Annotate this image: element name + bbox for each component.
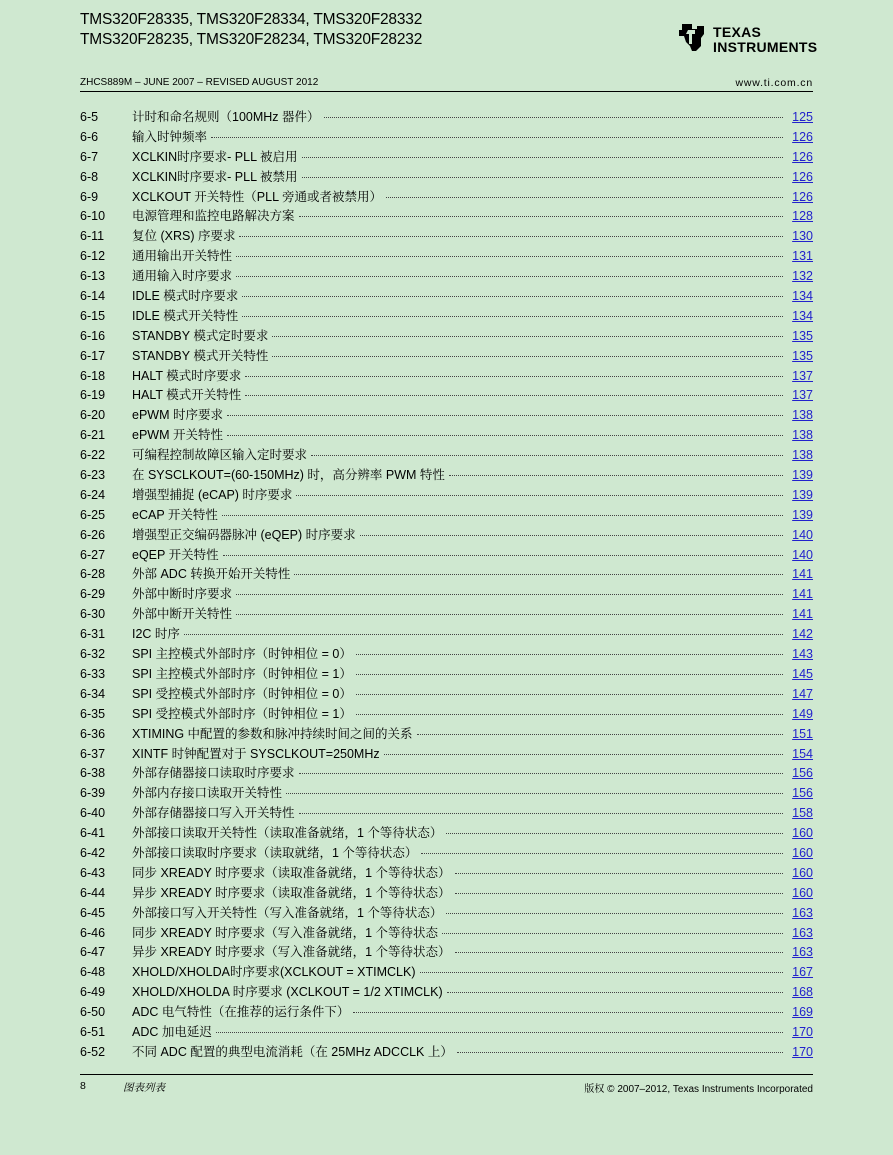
toc-entry-title: 增强型捕捉 (eCAP) 时序要求 [132, 487, 293, 502]
toc-row[interactable] [80, 346, 813, 366]
toc-dot-leader [356, 654, 783, 655]
toc-entry-title: XHOLD/XHOLDA 时序要求 (XCLKOUT = 1/2 XTIMCLK) [132, 985, 443, 1000]
toc-entry-title: I2C 时序 [132, 627, 180, 642]
toc-figure-number: 6-6 [80, 129, 99, 144]
toc-entry-title: 异步 XREADY 时序要求（写入准备就绪，1 个等待状态） [132, 945, 451, 960]
toc-dot-leader [420, 972, 783, 973]
toc-figure-number: 6-19 [80, 388, 106, 403]
toc-figure-number: 6-49 [80, 985, 106, 1000]
toc-figure-number: 6-35 [80, 706, 106, 721]
toc-page-link[interactable]: 137 [792, 368, 813, 383]
toc-figure-number: 6-30 [80, 607, 106, 622]
toc-dot-leader [455, 873, 783, 874]
toc-figure-number: 6-36 [80, 726, 106, 741]
toc-figure-number: 6-16 [80, 328, 106, 343]
toc-dot-leader [442, 933, 783, 934]
toc-row[interactable] [80, 763, 813, 783]
toc-entry-title: 通用输出开关特性 [132, 249, 233, 264]
toc-row[interactable] [80, 107, 813, 127]
toc-entry-title: HALT 模式时序要求 [132, 368, 242, 383]
toc-entry-title: 增强型正交编码器脉冲 (eQEP) 时序要求 [132, 527, 356, 542]
toc-page-link[interactable]: 139 [792, 507, 813, 522]
toc-page-link[interactable]: 156 [792, 786, 813, 801]
toc-dot-leader [446, 833, 783, 834]
toc-dot-leader [299, 216, 783, 217]
toc-dot-leader [324, 117, 783, 118]
toc-figure-number: 6-38 [80, 766, 106, 781]
ti-logo [676, 20, 816, 60]
toc-entry-title: 电源管理和监控电路解决方案 [132, 209, 295, 224]
toc-entry-title: 外部中断开关特性 [132, 607, 233, 622]
toc-entry-title: 可编程控制故障区输入定时要求 [132, 448, 308, 463]
toc-page-link[interactable]: 140 [792, 527, 813, 542]
toc-row[interactable] [80, 883, 813, 903]
toc-figure-number: 6-11 [80, 229, 105, 244]
toc-row[interactable] [80, 823, 813, 843]
toc-dot-leader [184, 634, 783, 635]
toc-figure-number: 6-17 [80, 348, 106, 363]
toc-page-link[interactable]: 147 [792, 686, 813, 701]
toc-dot-leader [356, 694, 783, 695]
toc-dot-leader [236, 256, 783, 257]
toc-page-link[interactable]: 139 [792, 468, 813, 483]
toc-page-link[interactable]: 126 [792, 169, 813, 184]
toc-dot-leader [353, 1012, 783, 1013]
toc-dot-leader [417, 734, 783, 735]
toc-figure-number: 6-28 [80, 567, 106, 582]
toc-entry-title: 外部接口读取开关特性（读取准备就绪，1 个等待状态） [132, 826, 443, 841]
toc-row[interactable] [80, 306, 813, 326]
toc-dot-leader [286, 793, 783, 794]
toc-page-link[interactable]: 141 [792, 607, 813, 622]
toc-entry-title: XCLKOUT 开关特性（PLL 旁通或者被禁用） [132, 189, 383, 204]
toc-figure-number: 6-23 [80, 468, 106, 483]
toc-page-link[interactable]: 137 [792, 388, 813, 403]
toc-page-link[interactable]: 134 [792, 308, 813, 323]
toc-dot-leader [211, 137, 783, 138]
toc-figure-number: 6-51 [80, 1024, 106, 1039]
toc-row[interactable] [80, 803, 813, 823]
toc-entry-title: 同步 XREADY 时序要求（读取准备就绪，1 个等待状态） [132, 865, 451, 880]
toc-dot-leader [356, 674, 783, 675]
toc-page-link[interactable]: 125 [792, 110, 813, 124]
toc-row[interactable] [80, 147, 813, 167]
toc-dot-leader [360, 535, 783, 536]
website-link[interactable]: www.ti.com.cn [735, 77, 813, 89]
toc-row[interactable] [80, 1022, 813, 1042]
footer-copyright: 版权 © 2007–2012, Texas Instruments Incorporated [584, 1084, 813, 1095]
toc-figure-number: 6-40 [80, 806, 106, 821]
toc-row[interactable] [80, 485, 813, 505]
title-line-2: TMS320F28235, TMS320F28234, TMS320F28232 [80, 31, 423, 48]
toc-page-link[interactable]: 168 [792, 985, 813, 1000]
toc-entry-title: 输入时钟频率 [132, 129, 208, 144]
toc-figure-number: 6-18 [80, 368, 106, 383]
toc-figure-number: 6-13 [80, 269, 106, 284]
toc-entry-title: 同步 XREADY 时序要求（写入准备就绪，1 个等待状态 [132, 925, 439, 940]
toc-dot-leader [421, 853, 783, 854]
toc-dot-leader [302, 157, 783, 158]
toc-figure-number: 6-8 [80, 169, 99, 184]
toc-row[interactable] [80, 266, 813, 286]
toc-row[interactable] [80, 923, 813, 943]
toc-dot-leader [449, 475, 783, 476]
toc-dot-leader [242, 296, 783, 297]
toc-row[interactable] [80, 863, 813, 883]
toc-figure-number: 6-27 [80, 547, 106, 562]
toc-row[interactable] [80, 545, 813, 565]
toc-figure-number: 6-41 [80, 826, 106, 841]
toc-page-link[interactable]: 135 [792, 328, 813, 343]
toc-dot-leader [455, 952, 783, 953]
toc-page-link[interactable]: 145 [792, 666, 813, 681]
toc-figure-number: 6-44 [80, 885, 106, 900]
toc-row[interactable] [80, 903, 813, 923]
toc-dot-leader [239, 236, 783, 237]
toc-page-link[interactable]: 163 [792, 905, 813, 920]
toc-figure-number: 6-24 [80, 487, 106, 502]
toc-page-link[interactable]: 142 [792, 627, 813, 642]
toc-figure-number: 6-14 [80, 289, 106, 304]
toc-entry-title: 外部存储器接口写入开关特性 [132, 806, 295, 821]
footer-section-title: 图表列表 [123, 1082, 165, 1094]
toc-figure-number: 6-48 [80, 965, 106, 980]
toc-entry-title: 复位 (XRS) 序要求 [132, 229, 236, 244]
toc-entry-title: ADC 电气特性（在推荐的运行条件下） [132, 1005, 350, 1020]
toc-row[interactable] [80, 564, 813, 584]
toc-figure-number: 6-22 [80, 448, 106, 463]
toc-page-link[interactable]: 132 [792, 269, 813, 284]
toc-figure-number: 6-5 [80, 110, 99, 124]
footer-page-number: 8 [80, 1080, 86, 1092]
toc-figure-number: 6-7 [80, 149, 99, 164]
toc-page-link[interactable]: 163 [792, 945, 813, 960]
toc-page-link[interactable]: 158 [792, 806, 813, 821]
toc-entry-title: XCLKIN时序要求- PLL 被启用 [132, 149, 298, 164]
toc-page-link[interactable]: 160 [792, 885, 813, 900]
toc-entry-title: 外部接口读取时序要求（读取就绪，1 个等待状态） [132, 845, 418, 860]
toc-entry-title: 外部存储器接口读取时序要求 [132, 766, 295, 781]
toc-page-link[interactable]: 160 [792, 826, 813, 841]
toc-figure-number: 6-21 [80, 428, 106, 443]
toc-figure-number: 6-47 [80, 945, 106, 960]
toc-entry-title: XCLKIN时序要求- PLL 被禁用 [132, 169, 298, 184]
toc-page-link[interactable]: 126 [792, 189, 813, 204]
toc-figure-number: 6-34 [80, 686, 106, 701]
toc-dot-leader [242, 316, 783, 317]
toc-entry-title: IDLE 模式时序要求 [132, 289, 239, 304]
toc-entry-title: SPI 受控模式外部时序（时钟相位 = 0） [132, 686, 352, 701]
toc-entry-title: eQEP 开关特性 [132, 547, 219, 562]
toc-row[interactable] [80, 783, 813, 803]
toc-figure-number: 6-31 [80, 627, 106, 642]
toc-dot-leader [457, 1052, 783, 1053]
toc-page-link[interactable]: 140 [792, 547, 813, 562]
toc-dot-leader [302, 177, 783, 178]
toc-figure-number: 6-39 [80, 786, 106, 801]
toc-dot-leader [227, 435, 783, 436]
header-rule [80, 91, 813, 92]
toc-entry-title: eCAP 开关特性 [132, 507, 218, 522]
toc-page-link[interactable]: 141 [792, 587, 813, 602]
toc-page-link[interactable]: 138 [792, 408, 813, 423]
toc-page-link[interactable]: 170 [792, 1024, 813, 1039]
toc-dot-leader [455, 893, 783, 894]
toc-row[interactable] [80, 584, 813, 604]
toc-row[interactable] [80, 604, 813, 624]
toc-dot-leader [227, 415, 783, 416]
toc-row[interactable] [80, 505, 813, 525]
toc-entry-title: 外部中断时序要求 [132, 587, 233, 602]
toc-figure-number: 6-29 [80, 587, 106, 602]
toc-page-link[interactable]: 160 [792, 865, 813, 880]
title-line-1: TMS320F28335, TMS320F28334, TMS320F28332 [80, 11, 423, 28]
toc-row[interactable] [80, 942, 813, 962]
toc-row[interactable] [80, 385, 813, 405]
toc-figure-number: 6-12 [80, 249, 106, 264]
toc-row[interactable] [80, 704, 813, 724]
toc-page-link[interactable]: 160 [792, 845, 813, 860]
toc-dot-leader [216, 1032, 783, 1033]
toc-row[interactable] [80, 624, 813, 644]
toc-figure-number: 6-10 [80, 209, 106, 224]
toc-entry-title: SPI 主控模式外部时序（时钟相位 = 1） [132, 666, 352, 681]
toc-figure-number: 6-25 [80, 507, 106, 522]
toc-entry-title: SPI 主控模式外部时序（时钟相位 = 0） [132, 647, 352, 662]
toc-row[interactable] [80, 724, 813, 744]
toc-row[interactable] [80, 286, 813, 306]
toc-row[interactable] [80, 326, 813, 346]
toc-row[interactable] [80, 167, 813, 187]
toc-page-link[interactable]: 141 [792, 567, 813, 582]
toc-page-link[interactable]: 139 [792, 487, 813, 502]
toc-entry-title: 外部接口写入开关特性（写入准备就绪，1 个等待状态） [132, 905, 443, 920]
toc-page-link[interactable]: 128 [792, 209, 813, 224]
toc-page-link[interactable]: 151 [792, 726, 813, 741]
toc-dot-leader [296, 495, 783, 496]
toc-dot-leader [236, 614, 783, 615]
toc-row[interactable] [80, 1002, 813, 1022]
toc-entry-title: 外部 ADC 转换开始开关特性 [132, 567, 291, 582]
toc-row[interactable] [80, 982, 813, 1002]
toc-figure-number: 6-32 [80, 647, 106, 662]
toc-entry-title: ePWM 时序要求 [132, 408, 223, 423]
toc-dot-leader [272, 356, 783, 357]
toc-page-link[interactable]: 135 [792, 348, 813, 363]
toc-dot-leader [245, 376, 783, 377]
toc-entry-title: XHOLD/XHOLDA时序要求(XCLKOUT = XTIMCLK) [132, 965, 416, 980]
toc-entry-title: STANDBY 模式定时要求 [132, 328, 269, 343]
toc-dot-leader [447, 992, 783, 993]
toc-dot-leader [446, 913, 783, 914]
toc-page-link[interactable]: 156 [792, 766, 813, 781]
toc-entry-title: SPI 受控模式外部时序（时钟相位 = 1） [132, 706, 352, 721]
toc-entry-title: 计时和命名规则（100MHz 器件） [132, 110, 320, 124]
toc-dot-leader [272, 336, 783, 337]
footer-rule [80, 1074, 813, 1075]
toc-entry-title: XINTF 时钟配置对于 SYSCLKOUT=250MHz [132, 746, 380, 761]
toc-figure-number: 6-9 [80, 189, 99, 204]
toc-figure-number: 6-20 [80, 408, 106, 423]
toc-page-link[interactable]: 167 [792, 965, 813, 980]
toc-dot-leader [236, 276, 783, 277]
toc-entry-title: ePWM 开关特性 [132, 428, 223, 443]
toc-page-link[interactable]: 170 [792, 1044, 813, 1059]
toc-row[interactable] [80, 405, 813, 425]
toc-dot-leader [245, 395, 783, 396]
toc-row[interactable] [80, 744, 813, 764]
toc-dot-leader [294, 574, 783, 575]
toc-entry-title: 不同 ADC 配置的典型电流消耗（在 25MHz ADCCLK 上） [132, 1044, 453, 1059]
toc-row[interactable] [80, 187, 813, 207]
toc-page-link[interactable]: 149 [792, 706, 813, 721]
toc-figure-number: 6-43 [80, 865, 106, 880]
toc-figure-number: 6-52 [80, 1044, 106, 1059]
toc-row[interactable] [80, 127, 813, 147]
toc-row[interactable] [80, 465, 813, 485]
toc-entry-title: 异步 XREADY 时序要求（读取准备就绪，1 个等待状态） [132, 885, 451, 900]
ti-logo-icon [676, 20, 710, 54]
toc-figure-number: 6-45 [80, 905, 106, 920]
toc-dot-leader [236, 594, 783, 595]
toc-row[interactable] [80, 684, 813, 704]
toc-dot-leader [311, 455, 783, 456]
toc-page-link[interactable]: 130 [792, 229, 813, 244]
toc-dot-leader [223, 555, 783, 556]
toc-figure-number: 6-26 [80, 527, 106, 542]
toc-page-link[interactable]: 169 [792, 1005, 813, 1020]
toc-page-link[interactable]: 134 [792, 289, 813, 304]
toc-dot-leader [299, 813, 783, 814]
toc-figure-number: 6-37 [80, 746, 106, 761]
toc-row[interactable] [80, 425, 813, 445]
logo-text-instruments: INSTRUMENTS [713, 39, 818, 55]
toc-row[interactable] [80, 843, 813, 863]
toc-entry-title: STANDBY 模式开关特性 [132, 348, 269, 363]
toc-entry-title: XTIMING 中配置的参数和脉冲持续时间之间的关系 [132, 726, 413, 741]
document-title [80, 10, 422, 50]
toc-dot-leader [356, 714, 783, 715]
toc-page-link[interactable]: 138 [792, 448, 813, 463]
toc-row[interactable] [80, 1042, 813, 1062]
toc-entry-title: HALT 模式开关特性 [132, 388, 242, 403]
toc-row[interactable] [80, 445, 813, 465]
toc-row[interactable] [80, 664, 813, 684]
toc-entry-title: ADC 加电延迟 [132, 1024, 212, 1039]
toc-entry-title: 通用输入时序要求 [132, 269, 233, 284]
toc-entry-title: 在 SYSCLKOUT=(60-150MHz) 时，高分辨率 PWM 特性 [132, 468, 445, 483]
toc-dot-leader [222, 515, 783, 516]
toc-row[interactable] [80, 206, 813, 226]
toc-dot-leader [384, 754, 783, 755]
toc-entry-title: IDLE 模式开关特性 [132, 308, 239, 323]
toc-figure-number: 6-42 [80, 845, 106, 860]
toc-figure-number: 6-15 [80, 308, 106, 323]
toc-page-link[interactable]: 126 [792, 129, 813, 144]
toc-row[interactable] [80, 226, 813, 246]
toc-page-link[interactable]: 126 [792, 149, 813, 164]
table-of-figures-list [80, 107, 813, 1062]
document-id: ZHCS889M – JUNE 2007 – REVISED AUGUST 2012 [80, 77, 319, 88]
toc-row[interactable] [80, 366, 813, 386]
toc-page-link[interactable]: 154 [792, 746, 813, 761]
toc-row[interactable] [80, 644, 813, 664]
toc-page-link[interactable]: 131 [792, 249, 813, 264]
toc-page-link[interactable]: 143 [792, 647, 813, 662]
logo-text-texas: TEXAS [713, 24, 762, 40]
toc-dot-leader [299, 773, 783, 774]
toc-figure-number: 6-33 [80, 666, 106, 681]
toc-row[interactable] [80, 525, 813, 545]
toc-entry-title: 外部内存接口读取开关特性 [132, 786, 283, 801]
toc-figure-number: 6-46 [80, 925, 106, 940]
toc-page-link[interactable]: 163 [792, 925, 813, 940]
toc-row[interactable] [80, 962, 813, 982]
toc-page-link[interactable]: 138 [792, 428, 813, 443]
toc-dot-leader [386, 197, 783, 198]
toc-row[interactable] [80, 246, 813, 266]
toc-figure-number: 6-50 [80, 1005, 106, 1020]
